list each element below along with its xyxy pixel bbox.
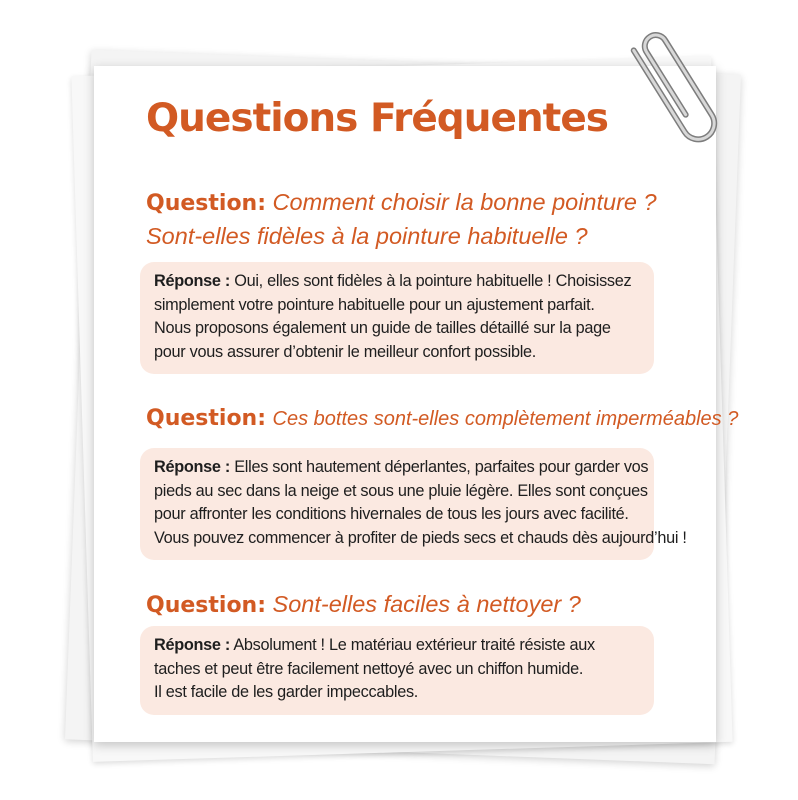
answer-text-line: Oui, elles sont fidèles à la pointure habituelle ! Choisissez — [234, 272, 632, 290]
answer-text-line: pieds au sec dans la neige et sous une pluie légère. Elles sont conçues — [154, 481, 648, 500]
answer-text-line: Elles sont hautement déperlantes, parfaites pour garder vos — [234, 458, 649, 476]
question-label: Question: — [146, 191, 267, 216]
paperclip-icon — [612, 14, 732, 164]
faq-answer-1 — [140, 262, 654, 374]
answer-text-line: taches et peut être facilement nettoyé avec un chiffon humide. — [154, 659, 584, 678]
answer-label: Réponse : — [154, 458, 231, 476]
answer-text-line: pour affronter les conditions hivernales de tous les jours avec facilité. — [154, 505, 629, 523]
answer-text-line: pour vous assurer d’obtenir le meilleur confort possible. — [154, 342, 536, 361]
question-label: Question: — [146, 593, 267, 618]
question-text-line: Ces bottes sont-elles complètement imperméables ? — [272, 408, 739, 430]
answer-text-line: simplement votre pointure habituelle pour un ajustement parfait. — [154, 295, 595, 314]
faq-answer-2 — [140, 448, 687, 560]
faq-question-1 — [146, 186, 657, 253]
answer-text-line: Nous proposons également un guide de tailles détaillé sur la page — [154, 319, 611, 337]
page-title: Questions Fréquentes — [146, 96, 608, 141]
question-text-line: Sont-elles faciles à nettoyer ? — [272, 591, 581, 617]
question-text-line: Comment choisir la bonne pointure ? — [272, 189, 657, 215]
answer-label: Réponse : — [154, 636, 231, 654]
answer-text-line: Vous pouvez commencer à profiter de pieds secs et chauds dès aujourd’hui ! — [154, 528, 687, 547]
faq-question-3 — [146, 588, 581, 622]
question-text-line: Sont-elles fidèles à la pointure habituelle ? — [146, 223, 588, 249]
question-label: Question: — [146, 406, 267, 431]
faq-question-2 — [146, 401, 738, 436]
answer-label: Réponse : — [154, 272, 231, 290]
answer-text-line: Il est facile de les garder impeccables. — [154, 683, 419, 701]
faq-answer-3 — [140, 626, 654, 715]
answer-text-line: Absolument ! Le matériau extérieur traité résiste aux — [233, 636, 595, 654]
